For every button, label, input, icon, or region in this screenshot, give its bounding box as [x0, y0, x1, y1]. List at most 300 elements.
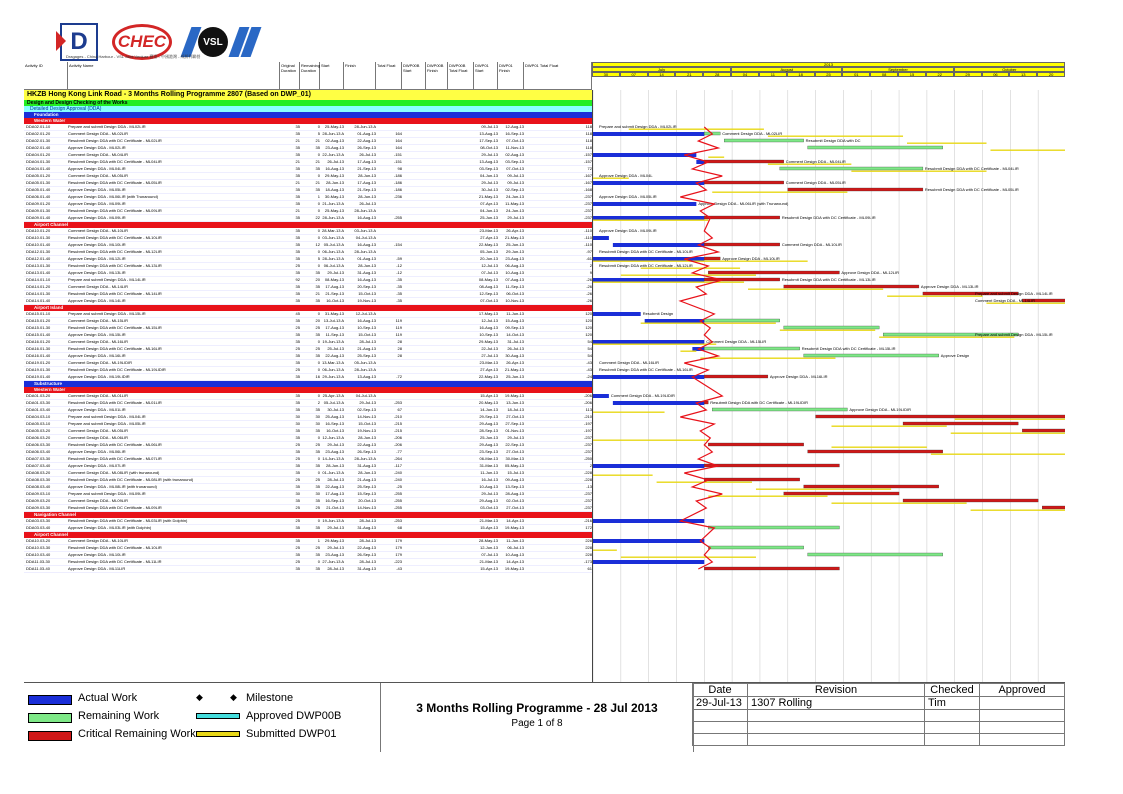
bar-label: Comment Design DDA - ML04LIR — [785, 159, 846, 164]
activity-cell: 29-May-13 — [478, 339, 498, 344]
activity-row — [24, 208, 592, 215]
activity-cell: Resubmit Design DDA with DC Certificate - ML09LIR — [68, 505, 162, 510]
actual-bar — [593, 560, 704, 564]
activity-cell: 14-Nov-13 — [357, 414, 376, 419]
activity-cell: -110 — [584, 242, 592, 247]
activity-cell: 28-Jun-13 A — [354, 367, 376, 372]
activity-cell: Comment Design DDA - ML05LIR — [68, 428, 129, 433]
actual-bar — [593, 312, 641, 316]
actual-bar — [613, 401, 704, 405]
timescale-week: 21 — [675, 72, 703, 77]
actual-bar — [645, 319, 705, 323]
activity-cell: 30 — [295, 421, 300, 426]
activity-cell: 28-Jun-13 A — [322, 256, 344, 261]
activity-cell: Resubmit Design DDA with DC Certificate - ML19LIDIR — [68, 367, 166, 372]
activity-cell: 0 — [317, 339, 320, 344]
activity-cell: Comment Design DDA - ML15LIR — [68, 318, 129, 323]
activity-cell: DDA06.03-40 — [26, 449, 51, 454]
activity-cell: -12 — [396, 270, 402, 275]
activity-cell: -197 — [583, 421, 592, 426]
activity-cell: 30-Jul-13 — [481, 187, 498, 192]
submitted-bar — [680, 351, 696, 352]
activity-row — [24, 138, 592, 145]
activity-cell: DDA14.01-40 — [26, 298, 51, 303]
activity-cell: 26-Sep-13 — [357, 552, 376, 557]
activity-cell: 15-Apr-13 — [480, 393, 498, 398]
activity-cell: 35 — [315, 484, 320, 489]
remaining-bar — [704, 319, 780, 322]
activity-cell: 31-Mar-13 — [479, 463, 498, 468]
activity-cell: -206 — [583, 400, 592, 405]
activity-cell: 35 — [295, 393, 300, 398]
activity-cell: 10-Nov-13 — [505, 298, 524, 303]
activity-cell: 25 — [295, 263, 300, 268]
timescale-year: 2013 — [592, 62, 1065, 67]
timescale-month: September — [842, 67, 953, 72]
activity-cell: 22-Aug-13 — [357, 138, 376, 143]
activity-row — [24, 201, 592, 208]
activity-cell: 29-Aug-13 — [479, 442, 498, 447]
timescale-week: 07 — [620, 72, 648, 77]
bar-label: Resubmit Design DDA with DC Certificate - ML04LIR — [924, 166, 1019, 171]
activity-cell: 21-Sep-13 — [357, 166, 376, 171]
activity-cell: DDA01.03-40 — [26, 407, 51, 412]
actual-bar — [593, 236, 609, 240]
activity-cell: -255 — [393, 505, 402, 510]
activity-row — [24, 235, 592, 242]
revision-header-checked: Checked — [925, 684, 980, 697]
activity-cell: -215 — [393, 428, 402, 433]
activity-cell: 27-Sep-13 — [505, 421, 524, 426]
activity-cell: 04-Jul-13 A — [355, 235, 376, 240]
activity-cell: 08-Aug-13 — [479, 284, 498, 289]
activity-cell: 35 — [295, 249, 300, 254]
bar-label: Prepare and submit Design DDA - ML15LIR — [975, 332, 1053, 337]
legend-approved-swatch — [196, 713, 240, 719]
timescale-week: 22 — [926, 72, 954, 77]
column-header-cell: Activity ID — [24, 62, 68, 90]
activity-cell: 21-Aug-13 — [357, 477, 376, 482]
activity-cell: -206 — [393, 435, 402, 440]
activity-cell: DDA16.01-40 — [26, 353, 51, 358]
activity-cell: 16-Aug-13 — [357, 318, 376, 323]
timescale-week: 11 — [759, 72, 787, 77]
activity-cell: 29-Jul-13 — [507, 215, 524, 220]
activity-cell: 35 — [315, 428, 320, 433]
activity-row — [24, 332, 592, 339]
remaining-bar — [708, 546, 803, 549]
activity-cell: 35 — [295, 256, 300, 261]
activity-cell: 05-Jul-13 A — [323, 242, 344, 247]
activity-cell: DDA08.03-30 — [26, 477, 51, 482]
activity-cell: 25-Apr-13 A — [322, 393, 344, 398]
activity-cell: -216 — [583, 518, 592, 523]
activity-cell: Comment Design DDA - ML01LIR — [68, 393, 129, 398]
footer-title: 3 Months Rolling Programme - 28 Jul 2013 — [416, 701, 658, 715]
activity-cell: 09-Aug-13 — [505, 477, 524, 482]
activity-cell: -26 — [586, 284, 592, 289]
footer-page: Page 1 of 8 — [511, 718, 563, 729]
activity-cell: 25-Sep-13 — [357, 484, 376, 489]
activity-cell: Resubmit Design DDA with DC Certificate - ML11LIR — [68, 559, 162, 564]
activity-cell: 04-Jun-13 — [479, 208, 498, 213]
activity-cell: 29-Jul-13 — [327, 270, 344, 275]
activity-cell: -72 — [396, 374, 402, 379]
activity-cell: 11-Sep-13 — [505, 284, 524, 289]
activity-cell: 228 — [585, 545, 592, 550]
timescale-week: 15 — [898, 72, 926, 77]
activity-cell: Prepare and submit Design DDA - ML02LIR — [68, 124, 146, 129]
activity-cell: -35 — [396, 291, 402, 296]
activity-cell: 35 — [295, 145, 300, 150]
activity-cell: 26-Sep-13 — [357, 449, 376, 454]
activity-cell: Approve Design DDA - ML06LIR — [68, 449, 126, 454]
bar-label: Approve Design — [940, 353, 970, 358]
column-header-cell: DWP01 Total Float — [524, 62, 592, 90]
remaining-bar — [804, 485, 939, 488]
remaining-bar — [1022, 429, 1065, 432]
activity-cell: DDA13.01-30 — [26, 263, 51, 268]
group-heading: Substructure — [24, 381, 592, 387]
activity-cell: 30-Aug-13 — [505, 353, 524, 358]
activity-cell: 21-Oct-13 — [326, 505, 344, 510]
activity-row — [24, 435, 592, 442]
activity-cell: 28-Jul-13 — [359, 559, 376, 564]
activity-cell: 118 — [585, 131, 592, 136]
timescale-week: 06 — [982, 72, 1010, 77]
activity-cell: 25-Jun-13 — [479, 215, 498, 220]
activity-cell: 2 — [317, 400, 320, 405]
activity-cell: 29-Aug-13 — [479, 498, 498, 503]
activity-cell: 179 — [395, 545, 402, 550]
activity-cell: 0 — [317, 518, 320, 523]
activity-cell: 22-Aug-13 — [357, 442, 376, 447]
activity-cell: 35 — [295, 166, 300, 171]
activity-cell: 23-Aug-13 — [505, 256, 524, 261]
activity-cell: 54 — [587, 353, 592, 358]
activity-cell: Prepare and submit Design DDA - ML14LIR — [68, 277, 146, 282]
timescale-week: 28 — [703, 72, 731, 77]
remaining-bar — [784, 326, 879, 329]
activity-cell: 21 — [315, 180, 320, 185]
activity-cell: -35 — [396, 277, 402, 282]
activity-cell: -228 — [583, 470, 592, 475]
activity-cell: -236 — [393, 194, 402, 199]
activity-cell: 15-Apr-13 — [480, 525, 498, 530]
activity-cell: 28-Jun-13 A — [354, 249, 376, 254]
actual-bar — [593, 278, 704, 282]
activity-row — [24, 263, 592, 270]
activity-cell: Comment Design DDA - ML19LIDIR — [68, 360, 133, 365]
activity-cell: 22-Aug-13 — [325, 353, 344, 358]
activity-cell: -173 — [583, 559, 592, 564]
activity-cell: 28-Jun-13 A — [354, 456, 376, 461]
activity-cell: 120 — [585, 325, 592, 330]
activity-cell: 119 — [395, 318, 402, 323]
activity-cell: 12-Jun-13 — [479, 545, 498, 550]
activity-cell: Comment Design DDA - ML14LIR — [68, 284, 129, 289]
activity-cell: 16-Aug-13 — [357, 242, 376, 247]
activity-cell: 29-Jul-13 — [359, 400, 376, 405]
activity-cell: 27-Oct-13 — [506, 449, 524, 454]
activity-cell: 07-Aug-13 — [505, 277, 524, 282]
activity-cell: 35 — [295, 228, 300, 233]
remaining-bar — [903, 422, 1018, 425]
activity-cell: 35 — [295, 449, 300, 454]
activity-cell: 16-Aug-13 — [479, 325, 498, 330]
activity-cell: -237 — [583, 442, 592, 447]
remaining-bar — [808, 553, 943, 556]
bar-label: Comment Design DDA - ML05LIR — [785, 180, 846, 185]
activity-row — [24, 166, 592, 173]
activity-cell: 01-Aug-13 — [357, 256, 376, 261]
revision-header-revision: Revision — [748, 684, 925, 697]
activity-cell: 35 — [295, 298, 300, 303]
region-heading: Western Water — [24, 387, 592, 393]
activity-cell: DDA06.01-40 — [26, 194, 51, 199]
activity-cell: 21-Sep-13 — [357, 187, 376, 192]
bar-label: Approve Design DDA - ML19LIDIR — [849, 407, 911, 412]
activity-cell: 29-Jul-13 — [481, 491, 498, 496]
activity-cell: 35 — [295, 131, 300, 136]
legend-approved-label: Approved DWP00B — [246, 710, 342, 722]
activity-cell: 24-Jun-13 — [505, 208, 524, 213]
remaining-bar — [708, 271, 839, 274]
revision-approved — [980, 722, 1065, 734]
activity-cell: 28-Jun-13 — [357, 263, 376, 268]
remaining-bar — [804, 354, 939, 357]
activity-cell: -35 — [396, 284, 402, 289]
activity-cell: DDA04.01-20 — [26, 152, 51, 157]
activity-cell: 25 — [315, 545, 320, 550]
activity-row — [24, 325, 592, 332]
activity-cell: 1 — [317, 538, 320, 543]
activity-cell: 30 — [295, 414, 300, 419]
activity-cell: 13-Aug-13 — [357, 374, 376, 379]
revision-text: 1307 Rolling — [748, 697, 925, 710]
remaining-bar — [704, 243, 780, 246]
activity-cell: Resubmit Design DDA with DC Certificate - ML16LIR — [68, 346, 162, 351]
submitted-bar — [708, 157, 724, 158]
remaining-bar — [1042, 506, 1065, 509]
activity-cell: 09-Jul-13 — [481, 124, 498, 129]
legend-submitted-swatch — [196, 731, 240, 737]
activity-cell: 09-Jul-13 — [507, 180, 524, 185]
activity-cell: -206 — [583, 393, 592, 398]
activity-cell: DDA08.03-20 — [26, 470, 51, 475]
activity-cell: DDA03.03-30 — [26, 518, 51, 523]
activity-cell: 28-Jun-13 — [325, 463, 344, 468]
activity-cell: 35 — [295, 484, 300, 489]
activity-cell: 29-Jun-13 A — [322, 374, 344, 379]
activity-cell: 27-Oct-13 — [506, 505, 524, 510]
actual-bar — [593, 394, 609, 398]
activity-cell: 15-Apr-13 — [480, 566, 498, 571]
activity-cell: 11-Jun-13 — [480, 470, 498, 475]
activity-cell: DDA05.03-10 — [26, 421, 51, 426]
activity-cell: -43 — [586, 367, 592, 372]
bar-label: Resubmit Design DDA with DC Certificate - ML05LIR — [924, 187, 1019, 192]
activity-row — [24, 215, 592, 222]
activity-cell: 35 — [295, 201, 300, 206]
activity-cell: 35 — [315, 498, 320, 503]
programme-title: HKZB Hong Kong Link Road - 3 Months Rolling Programme 2807 (Based on DWP_01) — [24, 90, 592, 100]
activity-cell: 0 — [317, 360, 320, 365]
activity-cell: 21-Aug-13 — [357, 346, 376, 351]
activity-cell: 11-Jun-13 — [506, 311, 524, 316]
activity-cell: -240 — [393, 477, 402, 482]
activity-cell: 29-May-13 — [324, 538, 344, 543]
activity-cell: -157 — [583, 152, 592, 157]
activity-cell: 10-Sep-13 — [479, 332, 498, 337]
activity-cell: 25 — [295, 505, 300, 510]
activity-cell: 28-May-13 — [478, 538, 498, 543]
activity-cell: 15-Oct-13 — [358, 421, 376, 426]
activity-cell: 28-Jul-13 — [359, 518, 376, 523]
activity-cell: 23-Aug-13 — [325, 145, 344, 150]
activity-cell: 16-Oct-13 — [326, 428, 344, 433]
activity-cell: Resubmit Design DDA with DC Certificate - ML03LIR (with Dolphin) — [68, 518, 188, 523]
activity-cell: 35 — [295, 470, 300, 475]
activity-cell: 25 — [315, 325, 320, 330]
activity-cell: 09-Jul-13 — [507, 173, 524, 178]
activity-cell: 12-Jun-13 A — [322, 435, 344, 440]
activity-cell: 14-Nov-13 — [357, 505, 376, 510]
activity-cell: DDA19.01-40 — [26, 374, 51, 379]
activity-cell: 25-Aug-13 — [325, 414, 344, 419]
activity-cell: 08-May-13 — [478, 277, 498, 282]
submitted-bar — [768, 136, 903, 137]
activity-cell: 30-Mar-13 — [505, 456, 524, 461]
group-heading: Foundation — [24, 112, 592, 118]
chec-logo-text: CHEC — [117, 32, 167, 51]
activity-cell: 26-Sep-13 — [357, 145, 376, 150]
activity-cell: 119 — [395, 325, 402, 330]
activity-cell: DDA14.01-20 — [26, 284, 51, 289]
activity-cell: 35 — [315, 284, 320, 289]
activity-row — [24, 428, 592, 435]
activity-cell: -61 — [586, 256, 592, 261]
remaining-bar — [704, 347, 799, 350]
activity-cell: 26-Jul-13 — [327, 159, 344, 164]
activity-row — [24, 505, 592, 512]
activity-cell: 28-Jun-13 — [357, 173, 376, 178]
submitted-bar — [593, 475, 653, 476]
activity-cell: 20 — [315, 318, 320, 323]
activity-cell: Approve Design DDA - ML10LIR — [68, 552, 126, 557]
column-header-cell: Activity Name — [68, 62, 280, 90]
activity-cell: DDA05.03-20 — [26, 428, 51, 433]
activity-cell: -97 — [586, 249, 592, 254]
activity-cell: Approve Design DDA - ML10LIR — [68, 242, 126, 247]
activity-cell: 35 — [295, 187, 300, 192]
bar-label: Comment Design DDA - ML14LIR — [975, 298, 1036, 303]
activity-row — [24, 374, 592, 381]
activity-cell: 28-Jul-13 — [359, 538, 376, 543]
activity-row — [24, 414, 592, 421]
activity-row — [24, 456, 592, 463]
activity-cell: 14-Jun-13 — [479, 407, 498, 412]
activity-cell: Prepare and submit Design DDA - ML09LIR — [68, 491, 146, 496]
activity-row — [24, 559, 592, 566]
activity-row — [24, 491, 592, 498]
activity-cell: 2 — [589, 263, 592, 268]
activity-cell: 29-Jul-13 — [481, 152, 498, 157]
column-header-cell: Total Float — [376, 62, 402, 90]
activity-cell: 28 — [397, 339, 402, 344]
activity-row — [24, 442, 592, 449]
activity-row — [24, 346, 592, 353]
activity-cell: 29-Jul-13 — [507, 435, 524, 440]
activity-cell: 27-Oct-13 — [506, 414, 524, 419]
activity-cell: 21-Mar-13 — [479, 518, 498, 523]
activity-cell: -237 — [583, 491, 592, 496]
activity-cell: 25 — [295, 518, 300, 523]
activity-cell: 15-Jul-13 — [507, 470, 524, 475]
activity-cell: 03-Jun-13 A — [354, 228, 376, 233]
activity-cell: -237 — [583, 208, 592, 213]
timescale-week: 20 — [1037, 72, 1065, 77]
activity-cell: 22-May-13 — [478, 242, 498, 247]
activity-cell: 0 — [317, 263, 320, 268]
activity-row — [24, 353, 592, 360]
activity-cell: 17-Sep-13 — [479, 138, 498, 143]
activity-row — [24, 518, 592, 525]
submitted-bar — [990, 150, 1065, 151]
activity-cell: 21 — [295, 138, 300, 143]
legend-remaining-label: Remaining Work — [78, 710, 160, 722]
activity-cell: DDA02.01-20 — [26, 131, 51, 136]
activity-cell: 08-May-13 — [324, 277, 344, 282]
timescale-week: 08 — [870, 72, 898, 77]
activity-cell: -186 — [393, 187, 402, 192]
timescale-week: 01 — [842, 72, 870, 77]
activity-cell: 25-Jun-13 — [479, 435, 498, 440]
activity-cell: 35 — [295, 194, 300, 199]
activity-cell: 11-Nov-13 — [505, 145, 524, 150]
activity-cell: 27-Apr-13 — [480, 235, 498, 240]
activity-cell: 54 — [587, 339, 592, 344]
activity-cell: 2 — [589, 463, 592, 468]
gantt-timeline — [592, 90, 1065, 710]
bar-label: Approve Design DDA - ML09LIR — [599, 228, 657, 233]
revision-checked — [925, 710, 980, 722]
activity-cell: 06-Jun-13 A — [322, 367, 344, 372]
activity-cell: 0 — [317, 124, 320, 129]
activity-cell: 164 — [395, 131, 402, 136]
activity-cell: 16 — [315, 374, 320, 379]
activity-cell: 28-Sep-13 — [479, 428, 498, 433]
activity-cell: 164 — [395, 145, 402, 150]
remaining-bar — [704, 216, 780, 219]
activity-cell: Comment Design DDA - ML06LIR — [68, 435, 129, 440]
actual-bar — [593, 181, 704, 185]
remaining-bar — [784, 285, 919, 288]
activity-cell: 06-Jun-13 A — [322, 249, 344, 254]
activity-cell: DDA05.01-30 — [26, 180, 51, 185]
activity-cell: -77 — [396, 449, 402, 454]
activity-cell: 1 — [317, 194, 320, 199]
actual-bar — [593, 153, 696, 157]
dragages-logo-letter: D — [70, 28, 88, 55]
activity-cell: 31-May-13 — [324, 311, 344, 316]
activity-cell: 120 — [585, 311, 592, 316]
activity-cell: DDA19.01-20 — [26, 360, 51, 365]
activity-cell: 21 — [295, 180, 300, 185]
activity-cell: 16-Jul-13 — [481, 477, 498, 482]
activity-cell: 67 — [397, 407, 402, 412]
activity-cell: DDA02.01-10 — [26, 124, 51, 129]
